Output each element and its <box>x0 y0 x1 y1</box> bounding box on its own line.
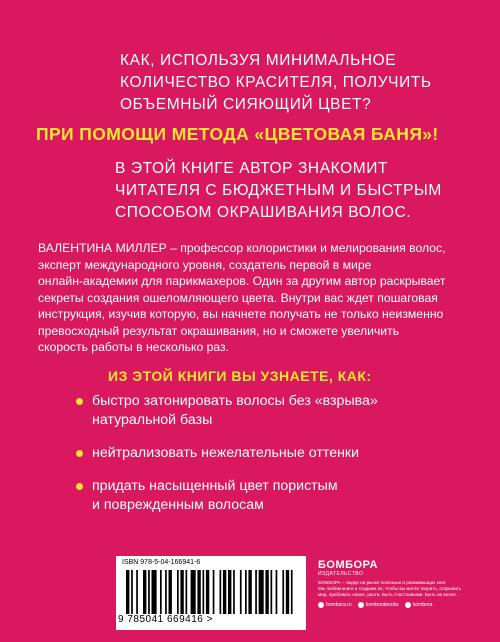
social-link[interactable] <box>405 602 433 608</box>
bio-line: превосходный результат окрашивания, но и сможете увеличить <box>38 323 400 338</box>
bullet-dot-icon <box>76 450 83 457</box>
social-links <box>318 602 488 608</box>
intro-line: ЧИТАТЕЛЯ С БЮДЖЕТНЫМ И БЫСТРЫМ <box>115 182 442 199</box>
bio-line: онлайн-академии для парикмахеров. Один за другим автор раскрывает <box>38 274 446 288</box>
headline: ПРИ ПОМОЩИ МЕТОДА «ЦВЕТОВАЯ БАНЯ»! <box>36 124 439 144</box>
social-link[interactable] <box>358 602 399 608</box>
list-item-line: нейтрализовать нежелательные оттенки <box>92 445 360 461</box>
bio-line: скорость работы в несколько раз. <box>38 340 230 354</box>
publisher-description-line: мир, пробовать новое, расти. Быть счастливыми. Быть на волне. <box>318 592 458 597</box>
lead-question <box>120 50 450 116</box>
list-item-line: быстро затонировать волосы без «взрыва» <box>92 393 378 409</box>
bio-line: эксперт международного уровня, создатель первой в мире <box>38 257 372 272</box>
social-label: bombora <box>412 602 433 608</box>
barcode-bars-icon <box>126 570 296 614</box>
barcode-number: 9 785041 669416 > <box>118 614 213 625</box>
bullet-dot-icon <box>76 483 83 490</box>
publisher-description-line: БОМБОРА – лидер на рынке полезных и развивающих книг. <box>318 580 447 585</box>
list-item <box>82 477 462 515</box>
vk-icon <box>405 602 411 608</box>
social-label: bomborabooks <box>365 602 399 608</box>
social-label: bombora.ru <box>326 602 352 608</box>
lead-line: КОЛИЧЕСТВО КРАСИТЕЛЯ, ПОЛУЧИТЬ <box>120 74 432 91</box>
list-item-line: и поврежденным волосам <box>92 497 264 513</box>
intro-line: СПОСОБОМ ОКРАШИВАНИЯ ВОЛОС. <box>115 204 412 221</box>
publisher-subtitle: ИЗДАТЕЛЬСТВО <box>318 571 364 577</box>
publisher-description <box>318 580 488 598</box>
lead-line: КАК, ИСПОЛЬЗУЯ МИНИМАЛЬНОЕ <box>120 52 397 69</box>
bio-line: ВАЛЕНТИНА МИЛЛЕР – профессор колористики и мелирования волос, <box>38 241 446 255</box>
list-item-line: натуральной базы <box>92 412 213 428</box>
benefits-list <box>82 392 462 529</box>
publisher-block <box>318 560 488 608</box>
barcode <box>116 556 306 630</box>
bio-line: секреты создания ошеломляющего цвета. Внутри вас ждет пошаговая <box>38 290 438 305</box>
isbn-text: ISBN 978-5-04-166941-6 <box>122 559 201 566</box>
publisher-description-line: Мы любим книги и создаем их, чтобы вы могли творить, открывать <box>318 586 462 591</box>
list-item <box>82 392 462 430</box>
publisher-logo: БОМБОРА <box>318 559 378 571</box>
learn-heading: ИЗ ЭТОЙ КНИГИ ВЫ УЗНАЕТЕ, КАК: <box>108 368 372 384</box>
intro-line: В ЭТОЙ КНИГЕ АВТОР ЗНАКОМИТ <box>115 160 389 177</box>
bullet-dot-icon <box>76 398 83 405</box>
list-item-line: придать насыщенный цвет пористым <box>92 478 338 494</box>
list-item <box>82 444 462 463</box>
bio-line: инструкция, изучив которую, вы начнете получать не только неизменно <box>38 307 444 321</box>
instagram-icon <box>358 602 364 608</box>
web-icon <box>318 602 324 608</box>
intro-text <box>115 158 475 224</box>
social-link[interactable] <box>318 602 352 608</box>
lead-line: ОБЪЕМНЫЙ СИЯЮЩИЙ ЦВЕТ? <box>120 96 372 113</box>
author-bio <box>38 240 478 356</box>
